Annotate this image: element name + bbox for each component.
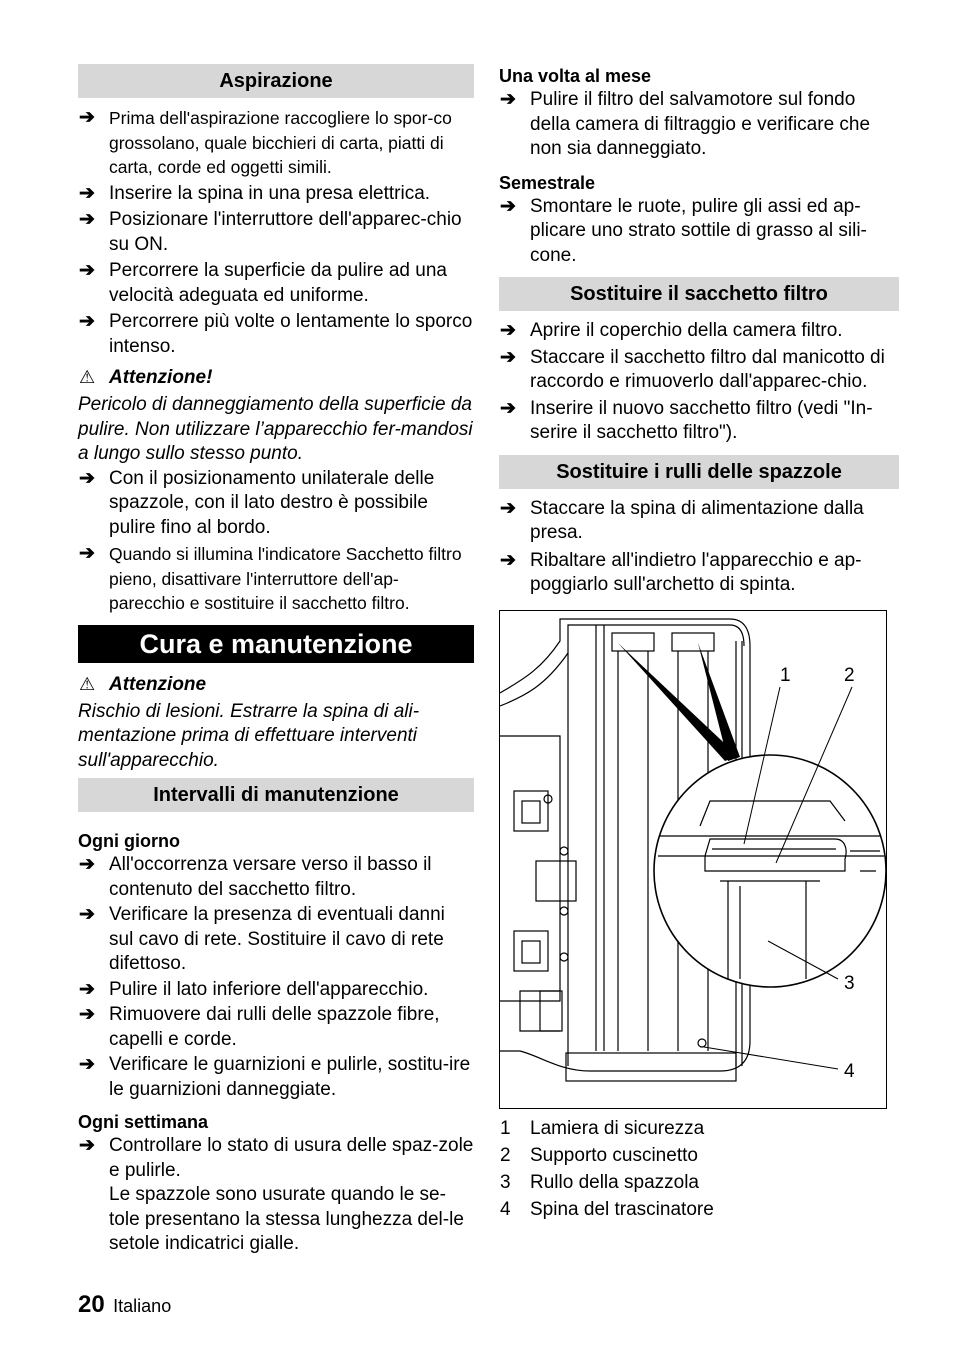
page-footer: [78, 1291, 171, 1319]
callout-3: 3: [844, 972, 855, 994]
list-item: ➔ Con il posizionamento unilaterale delle spazzole, con il lato destro è possibile pulire fino al bordo.: [79, 467, 435, 538]
legend-item: 3 Rullo della spazzola: [500, 1171, 699, 1193]
arrow-right-icon: ➔: [79, 904, 95, 925]
subheading-ogni-settimana: Ogni settimana: [78, 1112, 209, 1132]
list-item: ➔ Staccare la spina di alimentazione dalla presa.: [500, 497, 864, 543]
subheading-ogni-giorno: Ogni giorno: [78, 831, 180, 851]
list-item: ➔ Posizionare l'interruttore dell'apparec-chio su ON.: [79, 209, 462, 255]
list-item: ➔ All'occorrenza versare verso il basso il contenuto del sacchetto filtro.: [79, 854, 432, 900]
list-item: ➔ Rimuovere dai rulli delle spazzole fibre, capelli e corde.: [79, 1004, 440, 1050]
section-heading-aspirazione: Aspirazione: [78, 64, 474, 98]
list-item: ➔ Pulire il filtro del salvamotore sul fondo della camera di filtraggio e verificare che non sia danneggiato.: [500, 89, 871, 159]
language-label: Italiano: [113, 1296, 172, 1316]
list-item: ➔ Prima dell'aspirazione raccogliere lo spor-co grossolano, quale bicchieri di carta, piatti di carta, corde ed oggetti simili.: [79, 107, 452, 177]
legend-item: 4 Spina del trascinatore: [500, 1198, 714, 1220]
list-item: ➔ Staccare il sacchetto filtro dal manicotto di raccordo e rimuoverlo dall'apparec-chio.: [500, 346, 885, 392]
ogni-giorno-list: [78, 853, 474, 1102]
list-item: ➔ Inserire la spina in una presa elettrica.: [78, 182, 474, 207]
arrow-right-icon: ➔: [79, 107, 95, 128]
rulli-list: [499, 497, 899, 598]
legend-item: 2 Supporto cuscinetto: [500, 1144, 698, 1166]
brush-roller-figure: [499, 610, 887, 1109]
list-item: ➔ Percorrere la superficie da pulire ad una velocità adeguata ed uniforme.: [79, 260, 447, 306]
subheading-semestrale: Semestrale: [499, 172, 596, 193]
warning-heading: ⚠ Attenzione!: [79, 367, 213, 388]
legend-item: 1 Lamiera di sicurezza: [500, 1117, 705, 1139]
left-column: [78, 64, 474, 1257]
callout-2: 2: [844, 664, 855, 686]
arrow-right-icon: ➔: [79, 1135, 95, 1156]
list-item: ➔ Verificare la presenza di eventuali danni sul cavo di rete. Sostituire il cavo di rete difettoso.: [79, 904, 445, 974]
section-heading-intervalli: Intervalli di manutenzione: [78, 778, 474, 812]
arrow-right-icon: ➔: [79, 1054, 95, 1075]
section-heading-sacchetto: Sostituire il sacchetto filtro: [499, 277, 899, 311]
figure-legend: [499, 1115, 899, 1223]
arrow-right-icon: ➔: [79, 260, 95, 281]
warning-text: Pericolo di danneggiamento della superficie da pulire. Non utilizzare l’apparecchio fer-mandosi a lungo sullo stesso punto.: [78, 394, 473, 464]
chapter-heading: Cura e manutenzione: [78, 625, 474, 663]
right-column: [499, 64, 899, 1223]
arrow-right-icon: ➔: [79, 209, 95, 230]
una-volta-list: [499, 88, 899, 162]
list-item: ➔ Percorrere più volte o lentamente lo sporco intenso.: [79, 311, 473, 357]
arrow-right-icon: ➔: [79, 854, 95, 875]
list-item: ➔ Ribaltare all'indietro l'apparecchio e ap-poggiarlo sull'archetto di spinta.: [500, 549, 862, 595]
list-item: ➔ Verificare le guarnizioni e pulirle, sostitu-ire le guarnizioni danneggiate.: [79, 1054, 471, 1100]
arrow-right-icon: ➔: [500, 320, 516, 341]
sacchetto-list: [499, 319, 899, 446]
arrow-right-icon: ➔: [79, 1004, 95, 1025]
arrow-right-icon: ➔: [500, 549, 516, 571]
arrow-right-icon: ➔: [79, 543, 95, 564]
section-heading-rulli: Sostituire i rulli delle spazzole: [499, 455, 899, 489]
list-item: ➔ Aprire il coperchio della camera filtro.: [499, 319, 899, 344]
semestrale-list: [499, 195, 899, 269]
warning-triangle-icon: ⚠: [79, 673, 96, 694]
warning-text: Rischio di lesioni. Estrarre la spina di ali-mentazione prima di effettuare interventi sull'apparecchio.: [78, 700, 420, 771]
arrow-right-icon: ➔: [79, 467, 95, 489]
arrow-right-icon: ➔: [79, 311, 95, 332]
arrow-right-icon: ➔: [500, 397, 516, 419]
warning-heading: ⚠ Attenzione: [79, 673, 207, 695]
ogni-settimana-list: [78, 1134, 474, 1183]
arrow-right-icon: ➔: [79, 978, 95, 1000]
list-item: ➔ Pulire il lato inferiore dell'apparecchio.: [78, 978, 474, 1003]
warning-triangle-icon: ⚠: [79, 367, 96, 387]
aspirazione-list: [78, 106, 474, 359]
note-text: Le spazzole sono usurate quando le se-tole presentano la stessa lunghezza del-le setole indicatrici gialle.: [109, 1184, 464, 1254]
list-item: ➔ Inserire il nuovo sacchetto filtro (vedi "In-serire il sacchetto filtro").: [500, 397, 873, 443]
page-number: 20: [78, 1291, 105, 1318]
subheading-una-volta: Una volta al mese: [499, 66, 652, 86]
machine-drawing: [500, 611, 886, 1108]
list-item: ➔ Controllare lo stato di usura delle spaz-zole e pulirle.: [79, 1135, 474, 1181]
callout-4: 4: [844, 1060, 855, 1082]
list-item: ➔ Quando si illumina l'indicatore Sacchetto filtro pieno, disattivare l'interruttore dell'ap-parecchio e sostituire il sacchetto filtro.: [79, 543, 462, 613]
callout-1: 1: [780, 664, 791, 686]
list-item: ➔ Smontare le ruote, pulire gli assi ed ap-plicare uno strato sottile di grasso al sili-cone.: [500, 195, 867, 266]
arrow-right-icon: ➔: [500, 497, 516, 519]
arrow-right-icon: ➔: [500, 346, 516, 368]
arrow-right-icon: ➔: [500, 195, 516, 217]
arrow-right-icon: ➔: [79, 182, 95, 204]
arrow-right-icon: ➔: [500, 89, 516, 110]
aspirazione-list-2: [78, 467, 474, 616]
